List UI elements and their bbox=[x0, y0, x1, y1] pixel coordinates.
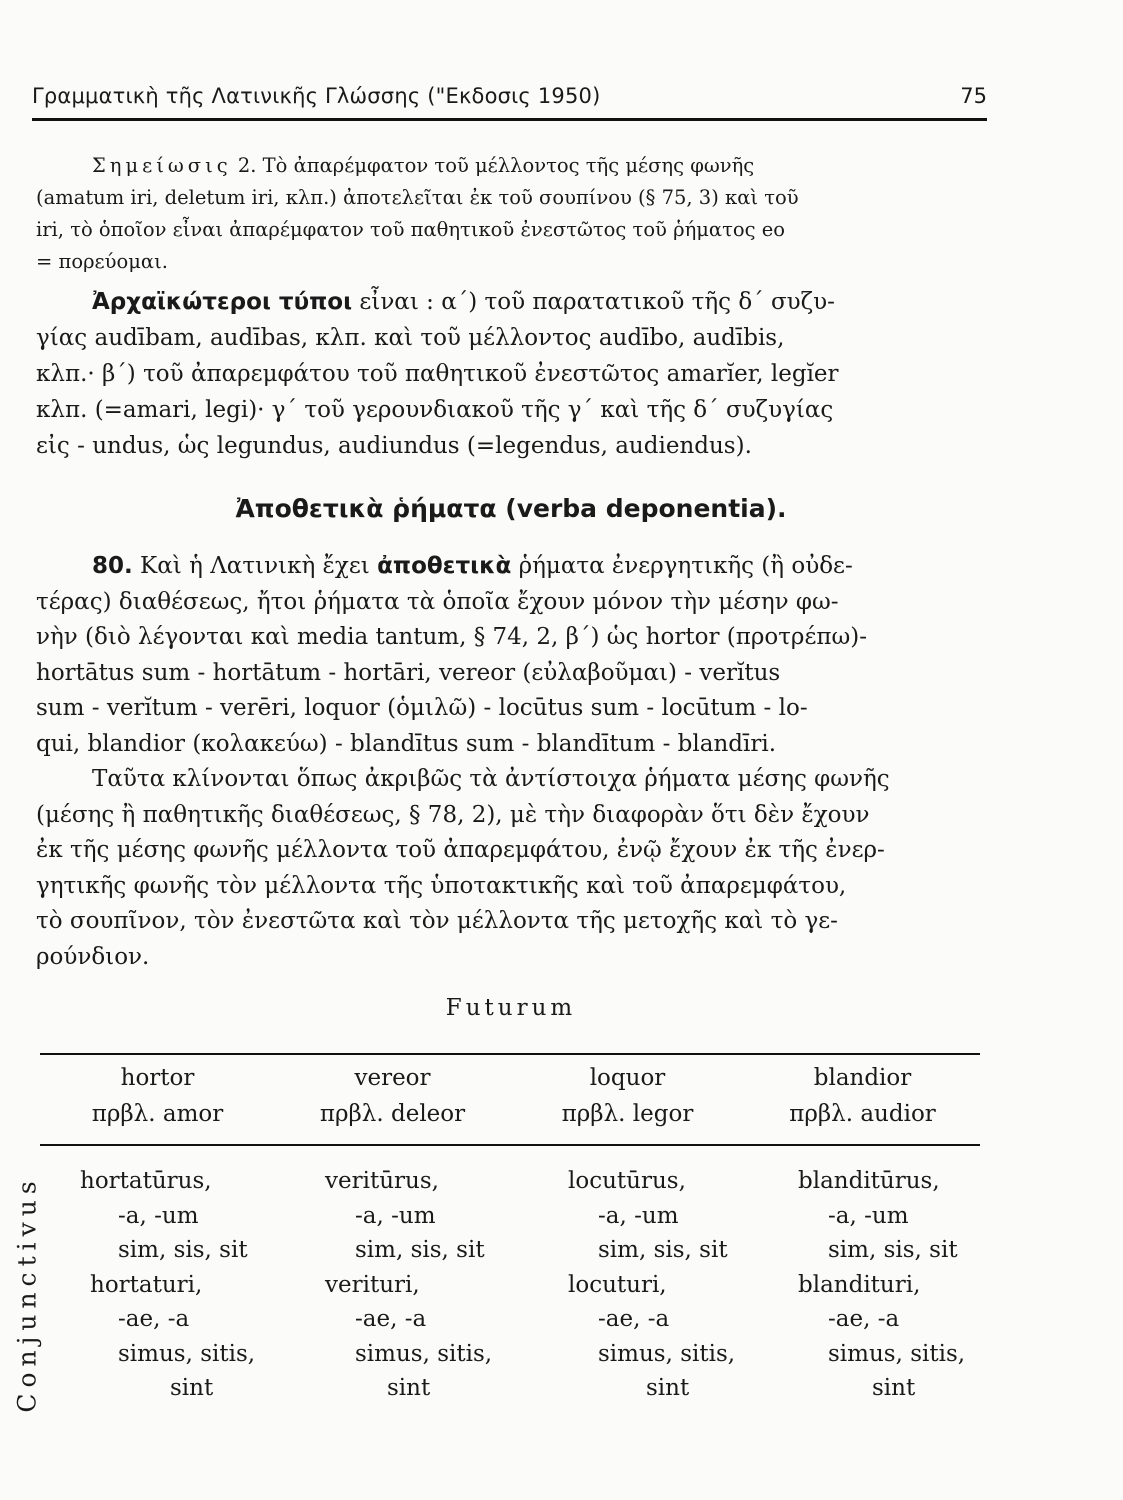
form-cell: veritūrus, bbox=[325, 1168, 439, 1194]
form-cell: -a, -um bbox=[828, 1202, 909, 1229]
conjunctivus-text: Conjunctivus bbox=[12, 1175, 42, 1413]
verb-compare: πρβλ. audior bbox=[789, 1101, 936, 1127]
note-line: = πορεύομαι. bbox=[36, 250, 168, 273]
p80-line: hortātus sum - hortātum - hortāri, vereor (εὐλαβοῦμαι) - verĭtus bbox=[36, 659, 781, 686]
running-header bbox=[32, 82, 987, 118]
p80-line: Ταῦτα κλίνονται ὅπως ἀκριβῶς τὰ ἀντίστοιχα ῥήματα μέσης φωνῆς bbox=[92, 766, 890, 792]
p80-line: γητικῆς φωνῆς τὸν μέλλοντα τῆς ὑποτακτικῆς καὶ τοῦ ἀπαρεμφάτου, bbox=[36, 872, 847, 899]
form-cell: hortatūrus, bbox=[80, 1168, 212, 1194]
futurum-title: Futurum bbox=[445, 995, 577, 1021]
verb-compare: πρβλ. amor bbox=[91, 1101, 224, 1127]
form-cell: sim, sis, sit bbox=[828, 1237, 958, 1263]
p80-line: sum - verĭtum - verēri, loquor (ὁμιλῶ) - locūtus sum - locūtum - lo- bbox=[36, 695, 808, 721]
p80-text: Καὶ ἡ Λατινικὴ ἔχει bbox=[132, 553, 378, 579]
p80-line: (μέσης ἢ παθητικῆς διαθέσεως, § 78, 2), μὲ τὴν διαφορὰν ὅτι δὲν ἔχουν bbox=[36, 801, 870, 828]
archaic-line: γίας audībam, audības, κλπ. καὶ τοῦ μέλλοντος audībo, audībis, bbox=[36, 325, 785, 351]
p80-line: τὸ σουπῖνον, τὸν ἐνεστῶτα καὶ τὸν μέλλοντα τῆς μετοχῆς καὶ τὸ γε- bbox=[36, 908, 838, 934]
form-cell: -a, -um bbox=[598, 1202, 679, 1229]
verb-name: blandior bbox=[813, 1065, 912, 1091]
page-number: 75 bbox=[960, 84, 987, 108]
form-cell: simus, sitis, bbox=[355, 1340, 493, 1367]
p80-line: ἐκ τῆς μέσης φωνῆς μέλλοντα τοῦ ἀπαρεμφάτου, ἐνῷ ἔχουν ἐκ τῆς ἐνερ- bbox=[36, 837, 885, 863]
p80-line: νὴν (διὸ λέγονται καὶ media tantum, § 74, 2, β΄) ὡς hortor (προτρέπω)- bbox=[36, 624, 867, 650]
form-cell: sim, sis, sit bbox=[118, 1237, 248, 1263]
verb-compare: πρβλ. deleor bbox=[319, 1101, 466, 1127]
form-cell: sint bbox=[387, 1375, 431, 1401]
verb-column bbox=[275, 1060, 510, 1132]
form-cell: locutūrus, bbox=[568, 1168, 686, 1194]
archaic-line: κλπ. (=amari, legi)· γ΄ τοῦ γερουνδιακοῦ τῆς γ΄ καὶ τῆς δ΄ συζυγίας bbox=[36, 397, 834, 423]
p80-line: qui, blandior (κολακεύω) - blandītus sum - blandītum - blandīri. bbox=[36, 730, 777, 757]
verb-name: loquor bbox=[589, 1065, 666, 1091]
form-cell: locuturi, bbox=[568, 1271, 667, 1298]
conjunctivus-label bbox=[6, 1156, 48, 1432]
p80-line: τέρας) διαθέσεως, ἤτοι ῥήματα τὰ ὁποῖα ἔχουν μόνον τὴν μέσην φω- bbox=[36, 588, 839, 615]
header-rule bbox=[32, 118, 987, 121]
paragraph-number: 80. bbox=[92, 553, 133, 579]
p80-text: ῥήματα ἐνεργητικῆς (ἢ οὐδε- bbox=[511, 553, 853, 579]
form-cell: verituri, bbox=[325, 1271, 420, 1298]
archaic-forms-paragraph bbox=[36, 284, 986, 464]
form-cell: hortaturi, bbox=[90, 1271, 203, 1298]
form-cell: simus, sitis, bbox=[598, 1340, 736, 1367]
form-cell: sint bbox=[872, 1375, 916, 1401]
header-title: Γραμματικὴ τῆς Λατινικῆς Γλώσσης ("Εκδοσις 1950) bbox=[32, 84, 601, 108]
form-cell: sim, sis, sit bbox=[598, 1237, 728, 1263]
verb-compare: πρβλ. legor bbox=[561, 1101, 694, 1127]
note-line bbox=[92, 150, 986, 182]
note-line: (amatum iri, deletum iri, κλπ.) ἀποτελεῖται ἐκ τοῦ σουπίνου (§ 75, 3) καὶ τοῦ bbox=[36, 186, 799, 209]
form-cell: simus, sitis, bbox=[828, 1340, 966, 1367]
verb-name: hortor bbox=[120, 1065, 195, 1091]
form-cell: -ae, -a bbox=[598, 1306, 670, 1332]
p80-line bbox=[92, 549, 986, 585]
verb-column bbox=[40, 1060, 275, 1132]
note-label: Σημείωσις bbox=[92, 154, 232, 177]
form-cell: blanditūrus, bbox=[798, 1168, 940, 1194]
form-cell: sim, sis, sit bbox=[355, 1237, 485, 1263]
p80-line: ρούνδιον. bbox=[36, 943, 150, 970]
section-heading: Ἀποθετικὰ ῥήματα (verba deponentia). bbox=[235, 494, 787, 523]
form-cell: simus, sitis, bbox=[118, 1340, 256, 1367]
form-cell: sint bbox=[646, 1375, 690, 1401]
form-column bbox=[325, 1164, 551, 1406]
form-cell: -ae, -a bbox=[828, 1306, 900, 1332]
paragraph-80 bbox=[36, 549, 986, 975]
archaic-term: Ἀρχαϊκώτεροι τύποι bbox=[92, 289, 353, 315]
note-line-text: 2. Τὸ ἀπαρέμφατον τοῦ μέλλοντος τῆς μέσης φωνῆς bbox=[231, 154, 755, 177]
table-header-rule bbox=[40, 1144, 980, 1146]
archaic-line bbox=[92, 284, 986, 320]
verb-column bbox=[510, 1060, 745, 1132]
archaic-line-text: εἶναι : α΄) τοῦ παρατατικοῦ τῆς δ΄ συζυ- bbox=[352, 289, 835, 315]
note-paragraph bbox=[36, 150, 986, 278]
form-cell: blandituri, bbox=[798, 1271, 921, 1298]
form-column bbox=[568, 1164, 794, 1406]
table-top-rule bbox=[40, 1053, 980, 1055]
form-cell: -a, -um bbox=[355, 1202, 436, 1229]
verb-name: vereor bbox=[354, 1065, 431, 1091]
p80-bold-term: ἀποθετικὰ bbox=[377, 553, 512, 579]
note-line: iri, τὸ ὁποῖον εἶναι ἀπαρέμφατον τοῦ παθητικοῦ ἐνεστῶτος τοῦ ῥήματος eo bbox=[36, 218, 786, 241]
archaic-line: κλπ.· β΄) τοῦ ἀπαρεμφάτου τοῦ παθητικοῦ ἐνεστῶτος amarĭer, legĭer bbox=[36, 361, 839, 387]
form-cell: -ae, -a bbox=[118, 1306, 190, 1332]
verb-column bbox=[745, 1060, 980, 1132]
archaic-line: εἰς - undus, ὡς legundus, audiundus (=legendus, audiendus). bbox=[36, 433, 752, 459]
form-cell: -ae, -a bbox=[355, 1306, 427, 1332]
form-column bbox=[80, 1164, 306, 1406]
form-cell: -a, -um bbox=[118, 1202, 199, 1229]
form-cell: sint bbox=[170, 1375, 214, 1401]
form-column bbox=[798, 1164, 1024, 1406]
